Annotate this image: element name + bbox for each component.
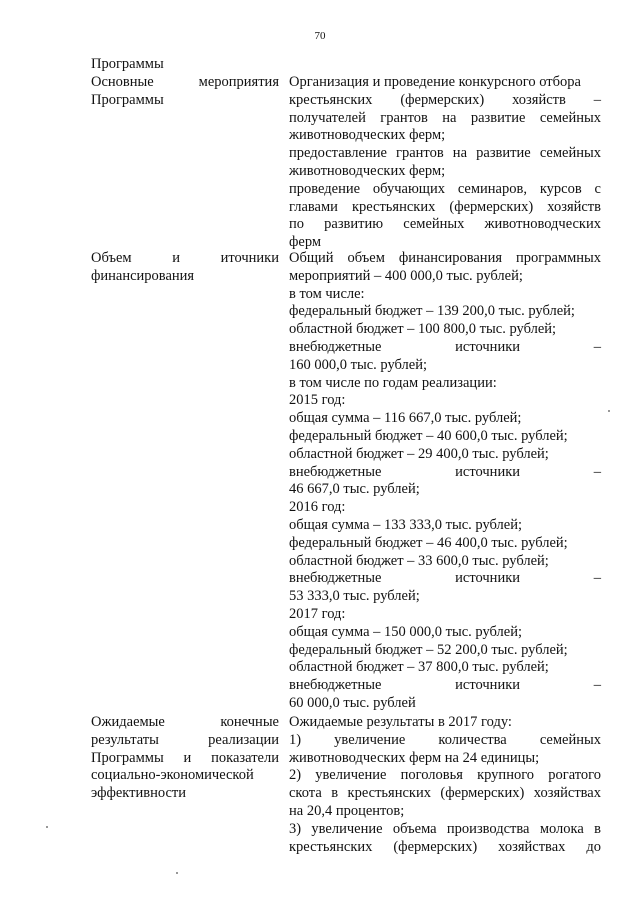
text-line: 160 000,0 тыс. рублей; [289, 356, 427, 373]
text-line: предоставление грантов на развитие семейных [289, 145, 601, 162]
text-line: крестьянских (фермерских) хозяйствах до [289, 838, 601, 855]
left-line: Программы и показатели [91, 749, 279, 766]
text-line: Организация и проведение конкурсного отбора [289, 74, 581, 90]
text-line: животноводческих ферм; [289, 127, 446, 144]
text-line: мероприятий – 400 000,0 тыс. рублей; [289, 267, 523, 284]
text-line: животноводческих ферм на 24 единицы; [289, 749, 540, 766]
left-line: Программы [91, 91, 164, 108]
text-line: Ожидаемые результаты в 2017 году: [289, 714, 512, 730]
left-line: социально-экономической [91, 767, 254, 784]
scan-speck [608, 410, 610, 412]
text-line: 1) увеличение количества семейных [289, 731, 601, 748]
text-line: федеральный бюджет – 52 200,0 тыс. рублей; [289, 641, 568, 658]
financing-content [289, 250, 601, 713]
text-line: 2017 год: [289, 605, 346, 622]
text-line: областной бюджет – 100 800,0 тыс. рублей; [289, 321, 557, 338]
financing-label [91, 250, 279, 286]
text-line: общая сумма – 150 000,0 тыс. рублей; [289, 623, 522, 640]
results-content [289, 714, 601, 856]
text-line: внебюджетные источники – [289, 677, 601, 694]
left-line: результаты реализации [91, 731, 279, 748]
left-line: Объем и иточники [91, 250, 279, 266]
scan-speck [176, 872, 178, 874]
text-line: главами крестьянских (фермерских) хозяйств [289, 198, 601, 215]
text-line: 3) увеличение объема производства молока в [289, 820, 601, 837]
text-line: в том числе по годам реализации: [289, 374, 497, 391]
left-line: Программы [91, 56, 164, 72]
text-line: 60 000,0 тыс. рублей [289, 694, 416, 711]
activities-content [289, 74, 601, 252]
text-line: внебюджетные источники – [289, 338, 601, 355]
text-line: областной бюджет – 29 400,0 тыс. рублей; [289, 445, 549, 462]
text-line: 53 333,0 тыс. рублей; [289, 588, 420, 605]
activities-label [91, 74, 279, 110]
text-line: общая сумма – 116 667,0 тыс. рублей; [289, 410, 522, 427]
text-line: федеральный бюджет – 40 600,0 тыс. рублей; [289, 427, 568, 444]
text-line: крестьянских (фермерских) хозяйств – [289, 91, 601, 108]
text-line: проведение обучающих семинаров, курсов с [289, 180, 601, 197]
text-line: по развитию семейных животноводческих [289, 216, 601, 233]
left-line: Основные мероприятия [91, 74, 279, 90]
text-line: скота в крестьянских (фермерских) хозяйствах [289, 785, 601, 802]
text-line: животноводческих ферм; [289, 162, 446, 179]
text-line: получателей грантов на развитие семейных [289, 109, 601, 126]
results-label [91, 714, 279, 803]
text-line: внебюджетные источники – [289, 570, 601, 587]
text-line: областной бюджет – 37 800,0 тыс. рублей; [289, 659, 549, 676]
text-line: 2) увеличение поголовья крупного рогатого [289, 767, 601, 784]
text-line: в том числе: [289, 285, 365, 302]
left-line: эффективности [91, 785, 186, 802]
text-line: Общий объем финансирования программных [289, 250, 601, 266]
text-line: внебюджетные источники – [289, 463, 601, 480]
text-line: ферм [289, 234, 322, 251]
text-line: 2016 год: [289, 499, 346, 516]
text-line: областной бюджет – 33 600,0 тыс. рублей; [289, 552, 549, 569]
text-line: 46 667,0 тыс. рублей; [289, 481, 420, 498]
scan-speck [46, 826, 48, 828]
text-line: на 20,4 процентов; [289, 802, 405, 819]
text-line: федеральный бюджет – 139 200,0 тыс. рублей; [289, 303, 575, 320]
page-number: 70 [314, 30, 326, 42]
left-line: финансирования [91, 267, 195, 284]
text-line: общая сумма – 133 333,0 тыс. рублей; [289, 516, 522, 533]
text-line: 2015 год: [289, 392, 346, 409]
program-heading-continuation [91, 56, 279, 74]
text-line: федеральный бюджет – 46 400,0 тыс. рублей; [289, 534, 568, 551]
left-line: Ожидаемые конечные [91, 714, 279, 730]
